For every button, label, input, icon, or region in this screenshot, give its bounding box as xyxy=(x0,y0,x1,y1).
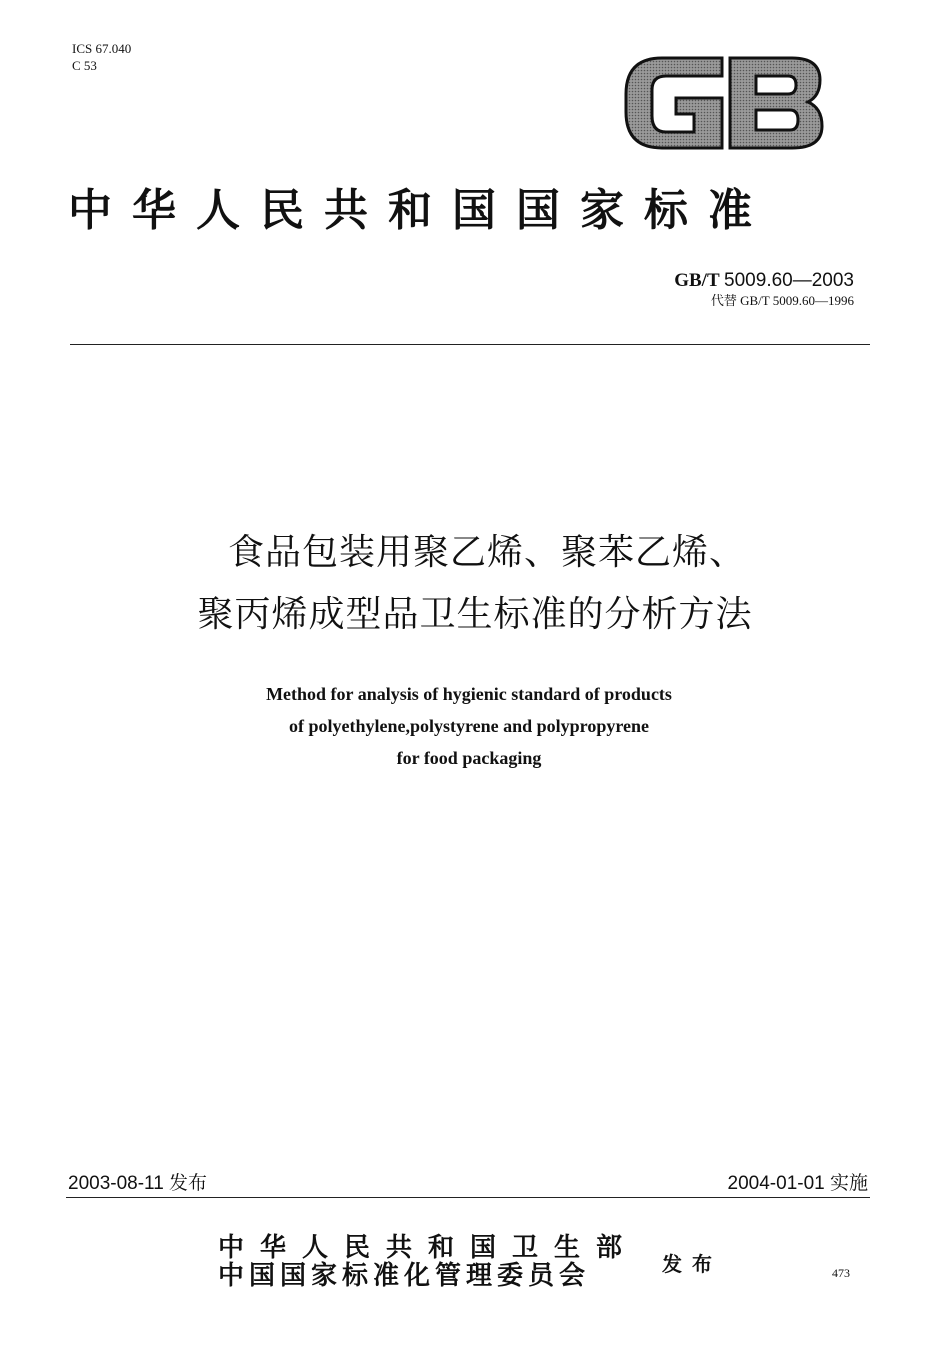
replaces-standard: 代替 GB/T 5009.60—1996 xyxy=(710,293,854,308)
issue-word: 发布 xyxy=(662,1252,722,1276)
english-title-line1: Method for analysis of hygienic standard of products xyxy=(266,684,672,704)
ccs-code: C 53 xyxy=(72,58,97,73)
english-title xyxy=(0,678,938,774)
gb-logo xyxy=(622,54,826,152)
issuer-ministry-of-health xyxy=(218,1233,639,1263)
chinese-title-line2: 聚丙烯成型品卫生标准的分析方法 xyxy=(197,594,753,635)
english-title-line2: of polyethylene,polystyrene and polypropyrene xyxy=(288,716,650,736)
standard-code-prefix: GB/T xyxy=(674,270,720,291)
page-number: 473 xyxy=(832,1266,850,1280)
classification-codes xyxy=(72,40,131,74)
issuer-line1: 中华人民共和国卫生部 xyxy=(218,1233,639,1263)
standard-code-block xyxy=(674,270,854,310)
issuer-standardization-administration xyxy=(218,1262,634,1290)
standard-code-number: 5009.60—2003 xyxy=(724,270,854,291)
issue-date: 2003-08-11 发布 xyxy=(68,1173,208,1194)
national-standard-title xyxy=(68,178,880,244)
footer-divider xyxy=(66,1197,870,1198)
issuer-line2: 中国国家标准化管理委员会 xyxy=(218,1261,591,1291)
header-divider xyxy=(70,344,870,345)
chinese-title-line1: 食品包装用聚乙烯、聚苯乙烯、 xyxy=(227,532,746,573)
english-title-line3: for food packaging xyxy=(396,748,542,768)
issuing-authorities xyxy=(218,1233,639,1291)
standard-code xyxy=(674,270,854,292)
implementation-date: 2004-01-01 实施 xyxy=(727,1173,868,1194)
ics-code: ICS 67.040 xyxy=(72,41,132,56)
national-standard-title-text: 中华人民共和国国家标准 xyxy=(68,185,772,236)
